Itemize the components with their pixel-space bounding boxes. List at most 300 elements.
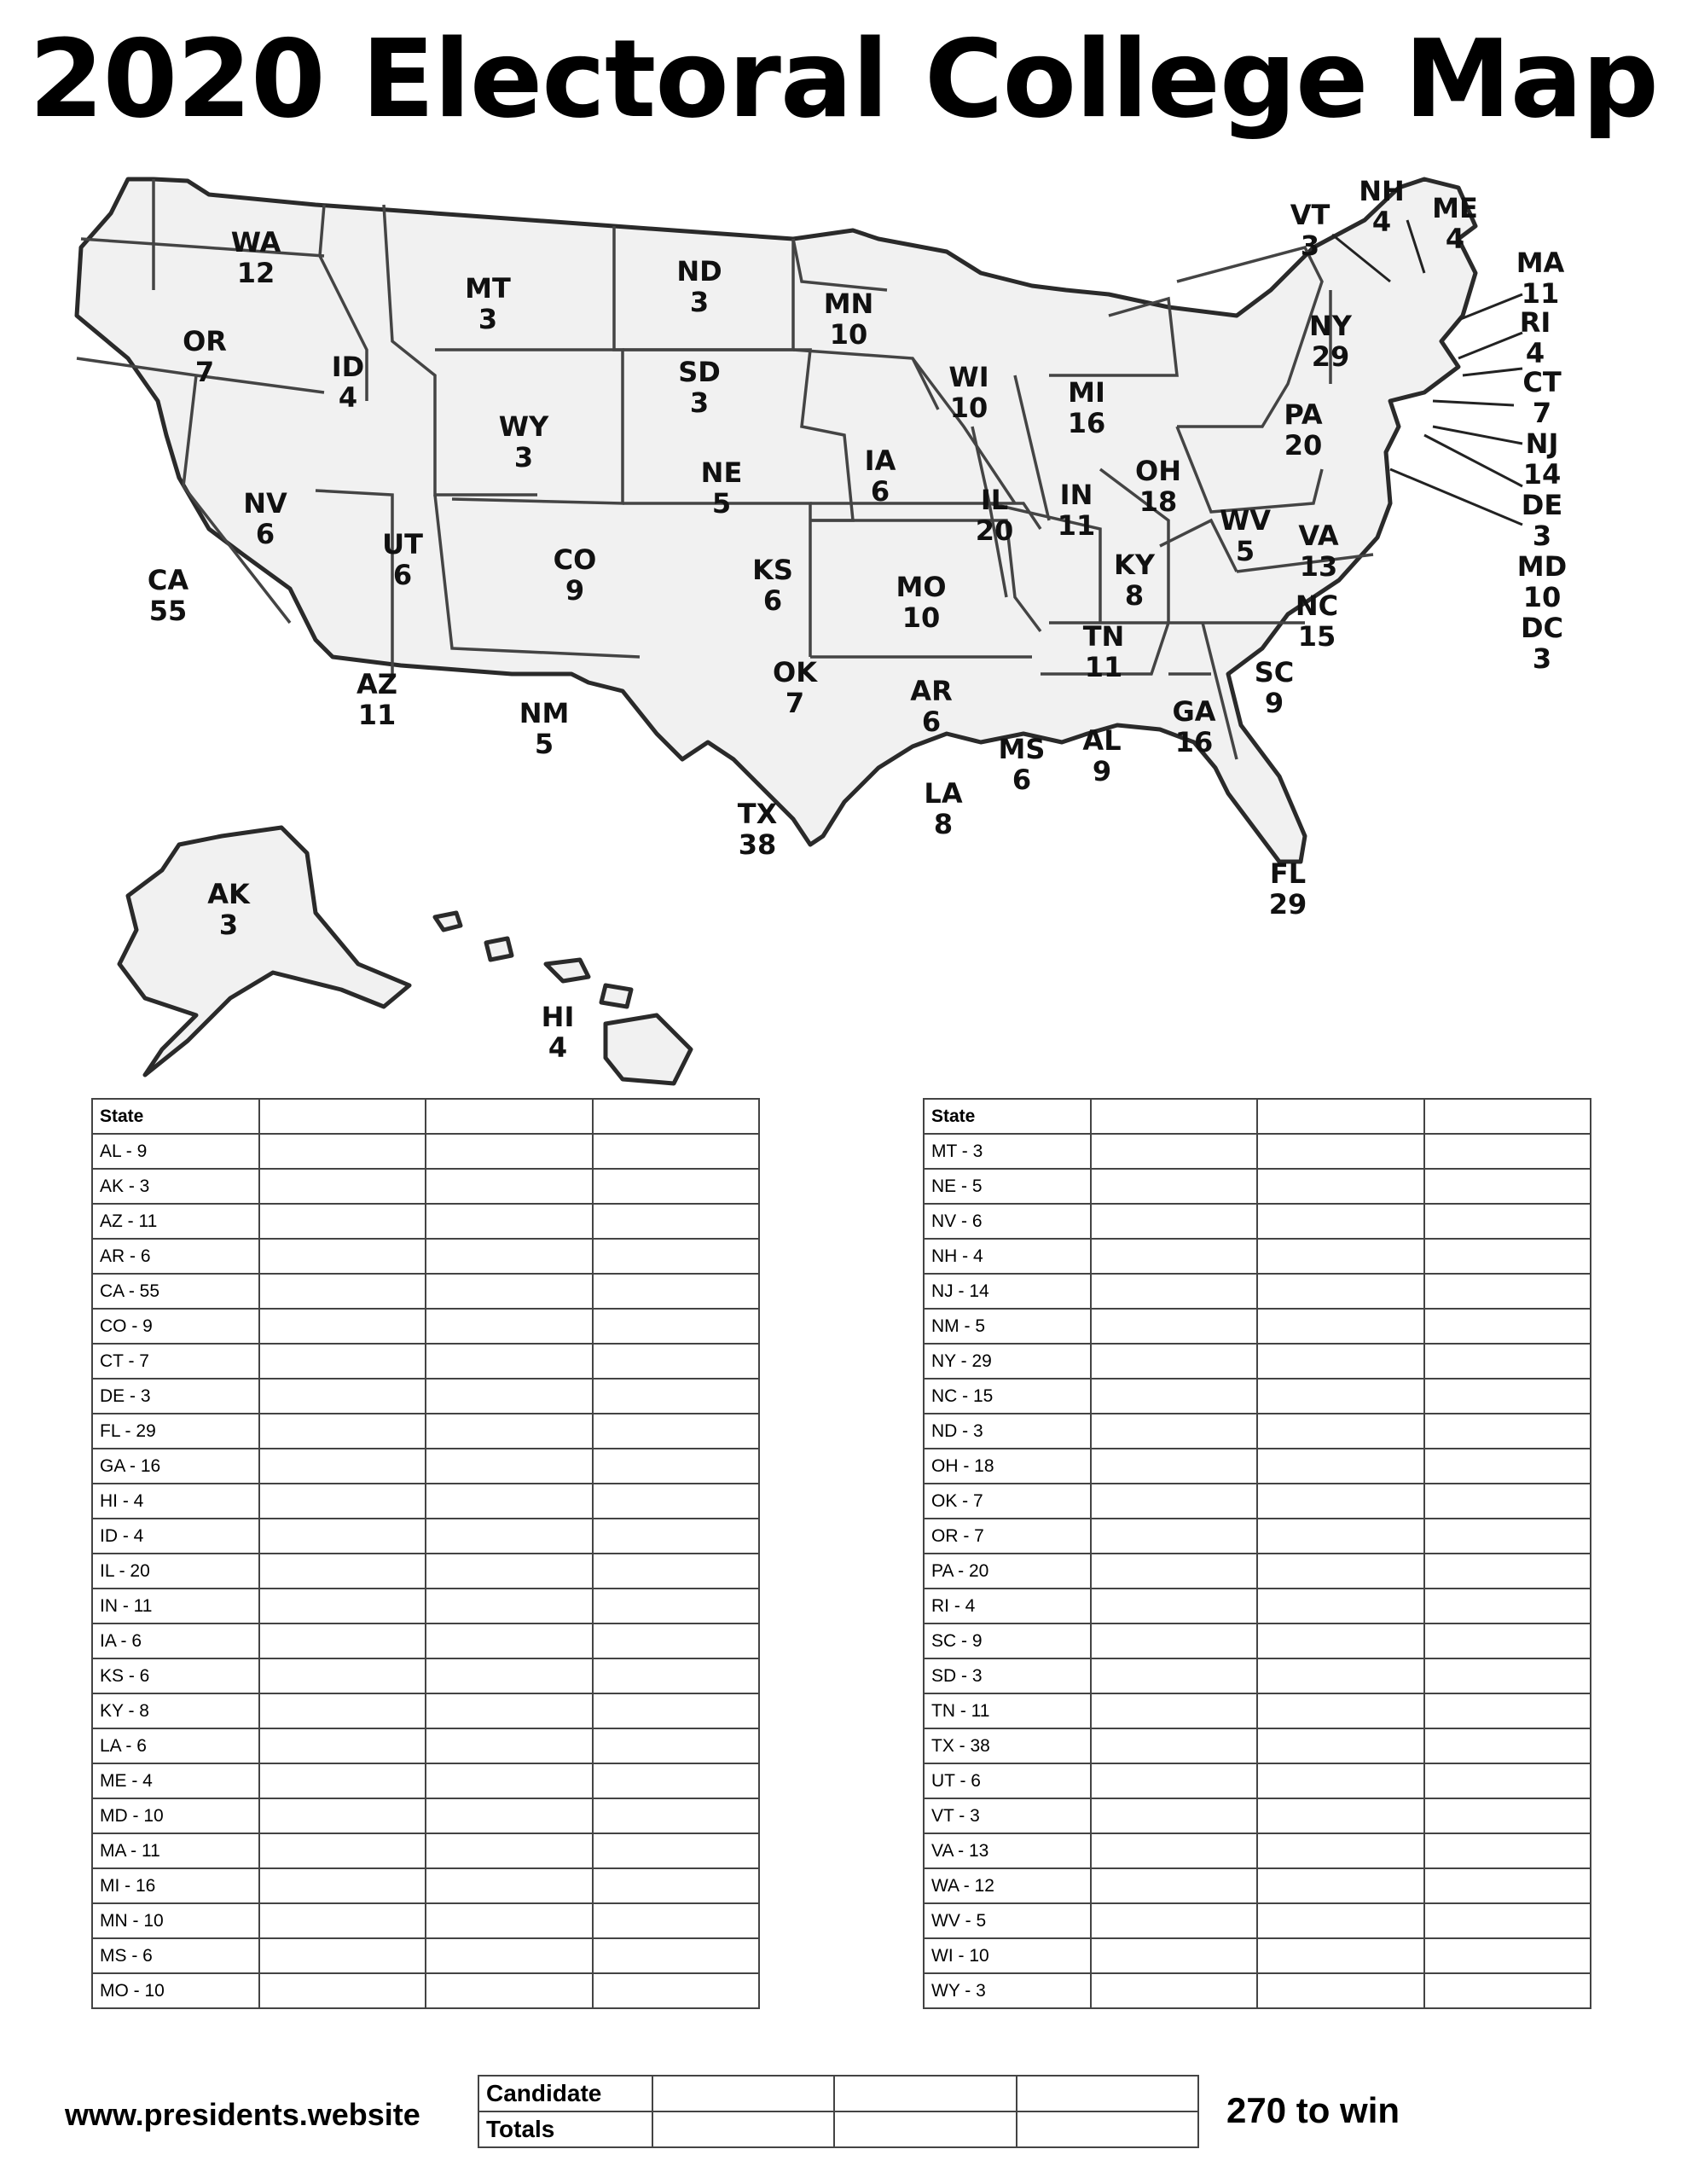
state-label-tx: TX 38 [737,798,778,861]
state-votes-cell: NH - 4 [924,1239,1091,1274]
state-votes-cell: WV - 5 [924,1903,1091,1938]
state-label-wv: WV 5 [1219,504,1272,567]
state-label-vt: VT 3 [1290,199,1330,262]
state-label-fl: FL 29 [1268,857,1307,921]
table-row [924,1903,1591,1938]
table-row [924,1449,1591,1484]
table-row [92,1554,759,1589]
candidate-tally-cell[interactable] [593,1868,759,1903]
candidate-tally-cell[interactable] [1257,1798,1423,1833]
table-row [92,1519,759,1554]
state-label-co: CO 9 [553,543,597,607]
candidate-tally-cell[interactable] [1091,1204,1257,1239]
candidate-tally-cell[interactable] [1091,1763,1257,1798]
candidate-tally-cell[interactable] [1091,1274,1257,1309]
candidate-tally-cell[interactable] [259,1204,426,1239]
candidate-tally-cell[interactable] [259,1309,426,1344]
totals-cell[interactable] [652,2111,834,2147]
state-votes-cell: UT - 6 [924,1763,1091,1798]
candidate-tally-cell[interactable] [426,1658,592,1693]
candidate-tally-cell[interactable] [593,1623,759,1658]
candidate-tally-cell[interactable] [259,1693,426,1728]
state-label-mo: MO 10 [896,571,947,634]
candidate-tally-cell[interactable] [259,1728,426,1763]
state-votes-cell: IL - 20 [92,1554,259,1589]
state-label-ks: KS 6 [752,554,793,617]
candidate-tally-cell[interactable] [259,1623,426,1658]
candidate-tally-cell[interactable] [426,1623,592,1658]
candidate-tally-cell[interactable] [593,1763,759,1798]
candidate-tally-cell[interactable] [1424,1519,1591,1554]
candidate-tally-cell[interactable] [1091,1728,1257,1763]
state-label-ne: NE 5 [700,456,743,520]
state-votes-cell: TX - 38 [924,1728,1091,1763]
table-row [92,1344,759,1379]
state-label-dc: DC 3 [1520,612,1564,675]
state-label-mn: MN 10 [823,288,874,351]
candidate-tally-cell[interactable] [426,1344,592,1379]
candidate-tally-cell[interactable] [593,1519,759,1554]
candidate-tally-cell[interactable] [426,1973,592,2008]
candidate-tally-cell[interactable] [426,1519,592,1554]
candidate-tally-cell[interactable] [259,1169,426,1204]
state-label-in: IN 11 [1057,479,1096,542]
totals-cell[interactable] [834,2111,1016,2147]
table-row [92,1693,759,1728]
state-votes-cell: WY - 3 [924,1973,1091,2008]
state-votes-cell: MS - 6 [92,1938,259,1973]
candidate-tally-cell[interactable] [1091,1169,1257,1204]
state-label-ar: AR 6 [910,675,953,738]
candidate-tally-cell[interactable] [1257,1903,1423,1938]
candidate-tally-cell[interactable] [1257,1414,1423,1449]
candidate-tally-cell[interactable] [259,1938,426,1973]
state-label-ky: KY 8 [1114,549,1155,612]
candidate-tally-cell[interactable] [1091,1693,1257,1728]
candidate-tally-cell[interactable] [593,1344,759,1379]
candidate-tally-cell[interactable] [1257,1973,1423,2008]
candidate-tally-cell[interactable] [593,1134,759,1169]
candidate-tally-cell[interactable] [1424,1204,1591,1239]
candidate-tally-cell[interactable] [426,1274,592,1309]
candidate-tally-cell[interactable] [1257,1449,1423,1484]
candidate-cell[interactable] [652,2076,834,2111]
state-votes-cell: HI - 4 [92,1484,259,1519]
candidate-tally-cell[interactable] [426,1239,592,1274]
table-row [924,1519,1591,1554]
candidate-tally-cell[interactable] [593,1798,759,1833]
candidate-tally-cell[interactable] [1424,1868,1591,1903]
candidate-tally-cell[interactable] [1091,1589,1257,1623]
table-row [92,1833,759,1868]
candidate-tally-cell[interactable] [426,1938,592,1973]
totals-cell[interactable] [1017,2111,1198,2147]
state-votes-cell: NY - 29 [924,1344,1091,1379]
candidate-tally-cell[interactable] [426,1903,592,1938]
state-votes-cell: WA - 12 [924,1868,1091,1903]
table-header-row [92,1099,759,1134]
candidate-tally-cell[interactable] [593,1658,759,1693]
candidate-tally-cell[interactable] [593,1973,759,2008]
state-votes-cell: VT - 3 [924,1798,1091,1833]
state-label-ut: UT 6 [382,528,423,591]
state-votes-cell: TN - 11 [924,1693,1091,1728]
state-votes-cell: AK - 3 [92,1169,259,1204]
candidate-tally-cell[interactable] [593,1903,759,1938]
candidate-tally-cell[interactable] [1424,1938,1591,1973]
candidate-tally-cell[interactable] [1424,1763,1591,1798]
win-threshold-text: 270 to win [1226,2090,1400,2130]
table-row [924,1868,1591,1903]
candidate-tally-cell[interactable] [259,1903,426,1938]
candidate-tally-cell[interactable] [259,1449,426,1484]
candidate-tally-cell[interactable] [1424,1484,1591,1519]
state-label-me: ME 4 [1432,192,1478,255]
candidate-tally-cell[interactable] [426,1484,592,1519]
candidate-tally-cell[interactable] [1424,1973,1591,2008]
candidate-tally-cell[interactable] [259,1134,426,1169]
candidate-tally-cell[interactable] [593,1239,759,1274]
table-row [92,1728,759,1763]
state-label-la: LA 8 [924,777,963,840]
candidate-tally-cell[interactable] [426,1589,592,1623]
candidate-column-header[interactable] [1091,1099,1257,1134]
state-votes-cell: MO - 10 [92,1973,259,2008]
candidate-tally-cell[interactable] [259,1484,426,1519]
candidate-tally-cell[interactable] [593,1833,759,1868]
candidate-tally-cell[interactable] [593,1693,759,1728]
candidate-tally-cell[interactable] [1257,1204,1423,1239]
candidate-tally-cell[interactable] [1257,1169,1423,1204]
candidate-tally-cell[interactable] [426,1728,592,1763]
state-label-nv: NV 6 [243,487,287,550]
candidate-tally-cell[interactable] [426,1693,592,1728]
candidate-tally-cell[interactable] [1091,1973,1257,2008]
state-votes-cell: MD - 10 [92,1798,259,1833]
state-label-hi: HI 4 [541,1001,575,1064]
candidate-tally-cell[interactable] [1091,1414,1257,1449]
candidate-tally-cell[interactable] [259,1658,426,1693]
table-row [924,1134,1591,1169]
candidate-tally-cell[interactable] [426,1868,592,1903]
candidate-tally-cell[interactable] [1091,1519,1257,1554]
candidate-cell[interactable] [1017,2076,1198,2111]
state-votes-cell: NE - 5 [924,1169,1091,1204]
candidate-tally-cell[interactable] [1424,1344,1591,1379]
candidate-tally-cell[interactable] [1257,1274,1423,1309]
state-votes-cell: MI - 16 [92,1868,259,1903]
candidate-tally-cell[interactable] [259,1589,426,1623]
state-label-wy: WY 3 [498,410,549,473]
state-votes-cell: NJ - 14 [924,1274,1091,1309]
state-label-ia: IA 6 [864,444,896,508]
candidate-tally-cell[interactable] [1257,1134,1423,1169]
state-label-nh: NH 4 [1359,175,1405,238]
candidate-tally-cell[interactable] [1424,1554,1591,1589]
table-row [92,1204,759,1239]
state-votes-cell: OR - 7 [924,1519,1091,1554]
state-votes-cell: ID - 4 [92,1519,259,1554]
candidate-tally-cell[interactable] [593,1484,759,1519]
state-label-ms: MS 6 [998,733,1046,796]
state-label-sd: SD 3 [678,356,721,419]
candidate-tally-cell[interactable] [1424,1798,1591,1833]
candidate-column-header[interactable] [259,1099,426,1134]
state-label-pa: PA 20 [1284,398,1323,462]
candidate-tally-cell[interactable] [259,1868,426,1903]
state-label-ct: CT 7 [1522,366,1562,429]
candidate-tally-cell[interactable] [1424,1623,1591,1658]
candidate-tally-cell[interactable] [593,1938,759,1973]
candidate-tally-cell[interactable] [259,1379,426,1414]
candidate-column-header[interactable] [426,1099,592,1134]
state-label-de: DE 3 [1521,489,1563,552]
candidate-tally-cell[interactable] [1257,1379,1423,1414]
candidate-tally-cell[interactable] [1257,1519,1423,1554]
table-row [924,1309,1591,1344]
state-votes-cell: ND - 3 [924,1414,1091,1449]
table-row [92,1589,759,1623]
candidate-tally-cell[interactable] [1424,1589,1591,1623]
candidate-tally-cell[interactable] [426,1204,592,1239]
candidate-tally-cell[interactable] [1424,1658,1591,1693]
table-row [92,1134,759,1169]
candidate-tally-cell[interactable] [1091,1623,1257,1658]
state-label-or: OR 7 [183,325,227,388]
candidate-tally-cell[interactable] [426,1449,592,1484]
candidate-row [478,2076,1198,2111]
state-votes-cell: SC - 9 [924,1623,1091,1658]
website-url: www.presidents.website [65,2097,420,2132]
state-votes-cell: MA - 11 [92,1833,259,1868]
candidate-column-header[interactable] [593,1099,759,1134]
candidate-tally-cell[interactable] [1424,1274,1591,1309]
candidate-tally-cell[interactable] [1091,1449,1257,1484]
candidate-tally-cell[interactable] [259,1274,426,1309]
table-row [924,1204,1591,1239]
candidate-tally-cell[interactable] [1091,1309,1257,1344]
candidate-totals-table [478,2075,1199,2148]
state-votes-cell: ME - 4 [92,1763,259,1798]
table-row [92,1239,759,1274]
state-votes-cell: AL - 9 [92,1134,259,1169]
table-row [924,1169,1591,1204]
candidate-tally-cell[interactable] [1424,1449,1591,1484]
candidate-tally-cell[interactable] [1424,1414,1591,1449]
state-label-nm: NM 5 [519,697,570,760]
state-votes-cell: IN - 11 [92,1589,259,1623]
candidate-tally-cell[interactable] [593,1309,759,1344]
table-row [92,1868,759,1903]
state-label-ga: GA 16 [1172,695,1216,758]
state-tally-table-left [91,1098,760,2009]
candidate-tally-cell[interactable] [1257,1938,1423,1973]
candidate-tally-cell[interactable] [593,1204,759,1239]
candidate-tally-cell[interactable] [593,1379,759,1414]
table-row [92,1973,759,2008]
candidate-column-header[interactable] [1424,1099,1591,1134]
candidate-tally-cell[interactable] [1091,1938,1257,1973]
table-row [924,1484,1591,1519]
table-row [92,1414,759,1449]
state-label-mi: MI 16 [1067,376,1106,439]
candidate-tally-cell[interactable] [426,1309,592,1344]
table-row [924,1833,1591,1868]
candidate-tally-cell[interactable] [593,1728,759,1763]
candidate-tally-cell[interactable] [593,1169,759,1204]
candidate-tally-cell[interactable] [1424,1903,1591,1938]
candidate-label: Candidate [478,2076,652,2111]
candidate-tally-cell[interactable] [1257,1589,1423,1623]
table-row [92,1938,759,1973]
candidate-tally-cell[interactable] [1424,1239,1591,1274]
state-label-il: IL 20 [975,484,1014,547]
candidate-tally-cell[interactable] [1091,1868,1257,1903]
table-row [92,1903,759,1938]
state-votes-cell: NM - 5 [924,1309,1091,1344]
candidate-tally-cell[interactable] [1091,1903,1257,1938]
candidate-tally-cell[interactable] [259,1519,426,1554]
candidate-tally-cell[interactable] [1091,1554,1257,1589]
state-votes-cell: DE - 3 [92,1379,259,1414]
candidate-tally-cell[interactable] [1091,1833,1257,1868]
state-tally-table-right [923,1098,1591,2009]
candidate-tally-cell[interactable] [426,1414,592,1449]
candidate-tally-cell[interactable] [1257,1868,1423,1903]
candidate-tally-cell[interactable] [1257,1484,1423,1519]
candidate-tally-cell[interactable] [1257,1309,1423,1344]
table-row [92,1623,759,1658]
state-label-sc: SC 9 [1254,656,1295,719]
table-row [924,1554,1591,1589]
state-label-va: VA 13 [1298,520,1339,583]
state-label-wa: WA 12 [230,226,281,289]
table-row [924,1379,1591,1414]
candidate-tally-cell[interactable] [593,1589,759,1623]
table-row [924,1938,1591,1973]
candidate-tally-cell[interactable] [1424,1309,1591,1344]
state-votes-cell: AR - 6 [92,1239,259,1274]
candidate-tally-cell[interactable] [1424,1728,1591,1763]
candidate-tally-cell[interactable] [593,1274,759,1309]
candidate-tally-cell[interactable] [426,1134,592,1169]
state-votes-cell: CA - 55 [92,1274,259,1309]
candidate-tally-cell[interactable] [1091,1344,1257,1379]
candidate-tally-cell[interactable] [1091,1379,1257,1414]
table-row [924,1239,1591,1274]
candidate-tally-cell[interactable] [1257,1658,1423,1693]
candidate-tally-cell[interactable] [593,1449,759,1484]
candidate-tally-cell[interactable] [259,1833,426,1868]
candidate-tally-cell[interactable] [1257,1344,1423,1379]
candidate-tally-cell[interactable] [1257,1554,1423,1589]
state-votes-cell: NC - 15 [924,1379,1091,1414]
state-label-id: ID 4 [331,351,365,414]
state-label-al: AL 9 [1082,724,1122,787]
table-row [924,1973,1591,2008]
state-label-mt: MT 3 [465,272,511,335]
state-label-ma: MA 11 [1516,247,1565,310]
candidate-tally-cell[interactable] [1424,1833,1591,1868]
state-label-tn: TN 11 [1082,620,1125,683]
table-row [92,1379,759,1414]
state-column-header: State [92,1099,259,1134]
table-header-row [924,1099,1591,1134]
table-row [924,1344,1591,1379]
candidate-cell[interactable] [834,2076,1016,2111]
table-row [924,1274,1591,1309]
candidate-tally-cell[interactable] [1091,1658,1257,1693]
candidate-column-header[interactable] [1257,1099,1423,1134]
candidate-tally-cell[interactable] [259,1973,426,2008]
candidate-tally-cell[interactable] [259,1763,426,1798]
page-title: 2020 Electoral College Map [29,16,1658,142]
candidate-tally-cell[interactable] [1257,1728,1423,1763]
candidate-tally-cell[interactable] [1257,1763,1423,1798]
candidate-tally-cell[interactable] [1257,1693,1423,1728]
table-row [924,1728,1591,1763]
candidate-tally-cell[interactable] [1091,1239,1257,1274]
alaska-shape [119,828,409,1075]
candidate-tally-cell[interactable] [426,1379,592,1414]
state-label-az: AZ 11 [357,668,397,731]
state-label-ak: AK 3 [207,878,250,941]
candidate-tally-cell[interactable] [259,1554,426,1589]
candidate-tally-cell[interactable] [1257,1239,1423,1274]
state-votes-cell: SD - 3 [924,1658,1091,1693]
candidate-tally-cell[interactable] [259,1798,426,1833]
table-row [924,1763,1591,1798]
candidate-tally-cell[interactable] [426,1763,592,1798]
state-votes-cell: KY - 8 [92,1693,259,1728]
table-row [92,1763,759,1798]
state-label-ri: RI 4 [1519,306,1551,369]
candidate-tally-cell[interactable] [426,1169,592,1204]
candidate-tally-cell[interactable] [426,1833,592,1868]
candidate-tally-cell[interactable] [1257,1833,1423,1868]
table-row [92,1169,759,1204]
candidate-tally-cell[interactable] [259,1414,426,1449]
candidate-tally-cell[interactable] [1091,1798,1257,1833]
candidate-tally-cell[interactable] [426,1798,592,1833]
state-label-wi: WI 10 [948,361,989,424]
candidate-tally-cell[interactable] [593,1554,759,1589]
candidate-tally-cell[interactable] [1424,1693,1591,1728]
us-electoral-map [60,145,1629,1092]
candidate-tally-cell[interactable] [426,1554,592,1589]
candidate-tally-cell[interactable] [1424,1379,1591,1414]
candidate-tally-cell[interactable] [1091,1484,1257,1519]
candidate-tally-cell[interactable] [1091,1134,1257,1169]
table-row [924,1658,1591,1693]
candidate-tally-cell[interactable] [1424,1169,1591,1204]
candidate-tally-cell[interactable] [593,1414,759,1449]
state-votes-cell: RI - 4 [924,1589,1091,1623]
state-label-ca: CA 55 [147,564,189,627]
state-votes-cell: CT - 7 [92,1344,259,1379]
state-label-nd: ND 3 [676,255,722,318]
state-votes-cell: WI - 10 [924,1938,1091,1973]
state-label-md: MD 10 [1516,550,1568,613]
state-votes-cell: CO - 9 [92,1309,259,1344]
totals-label: Totals [478,2111,652,2147]
candidate-tally-cell[interactable] [259,1344,426,1379]
state-votes-cell: OK - 7 [924,1484,1091,1519]
candidate-tally-cell[interactable] [1257,1623,1423,1658]
candidate-tally-cell[interactable] [259,1239,426,1274]
candidate-tally-cell[interactable] [1424,1134,1591,1169]
table-row [92,1658,759,1693]
